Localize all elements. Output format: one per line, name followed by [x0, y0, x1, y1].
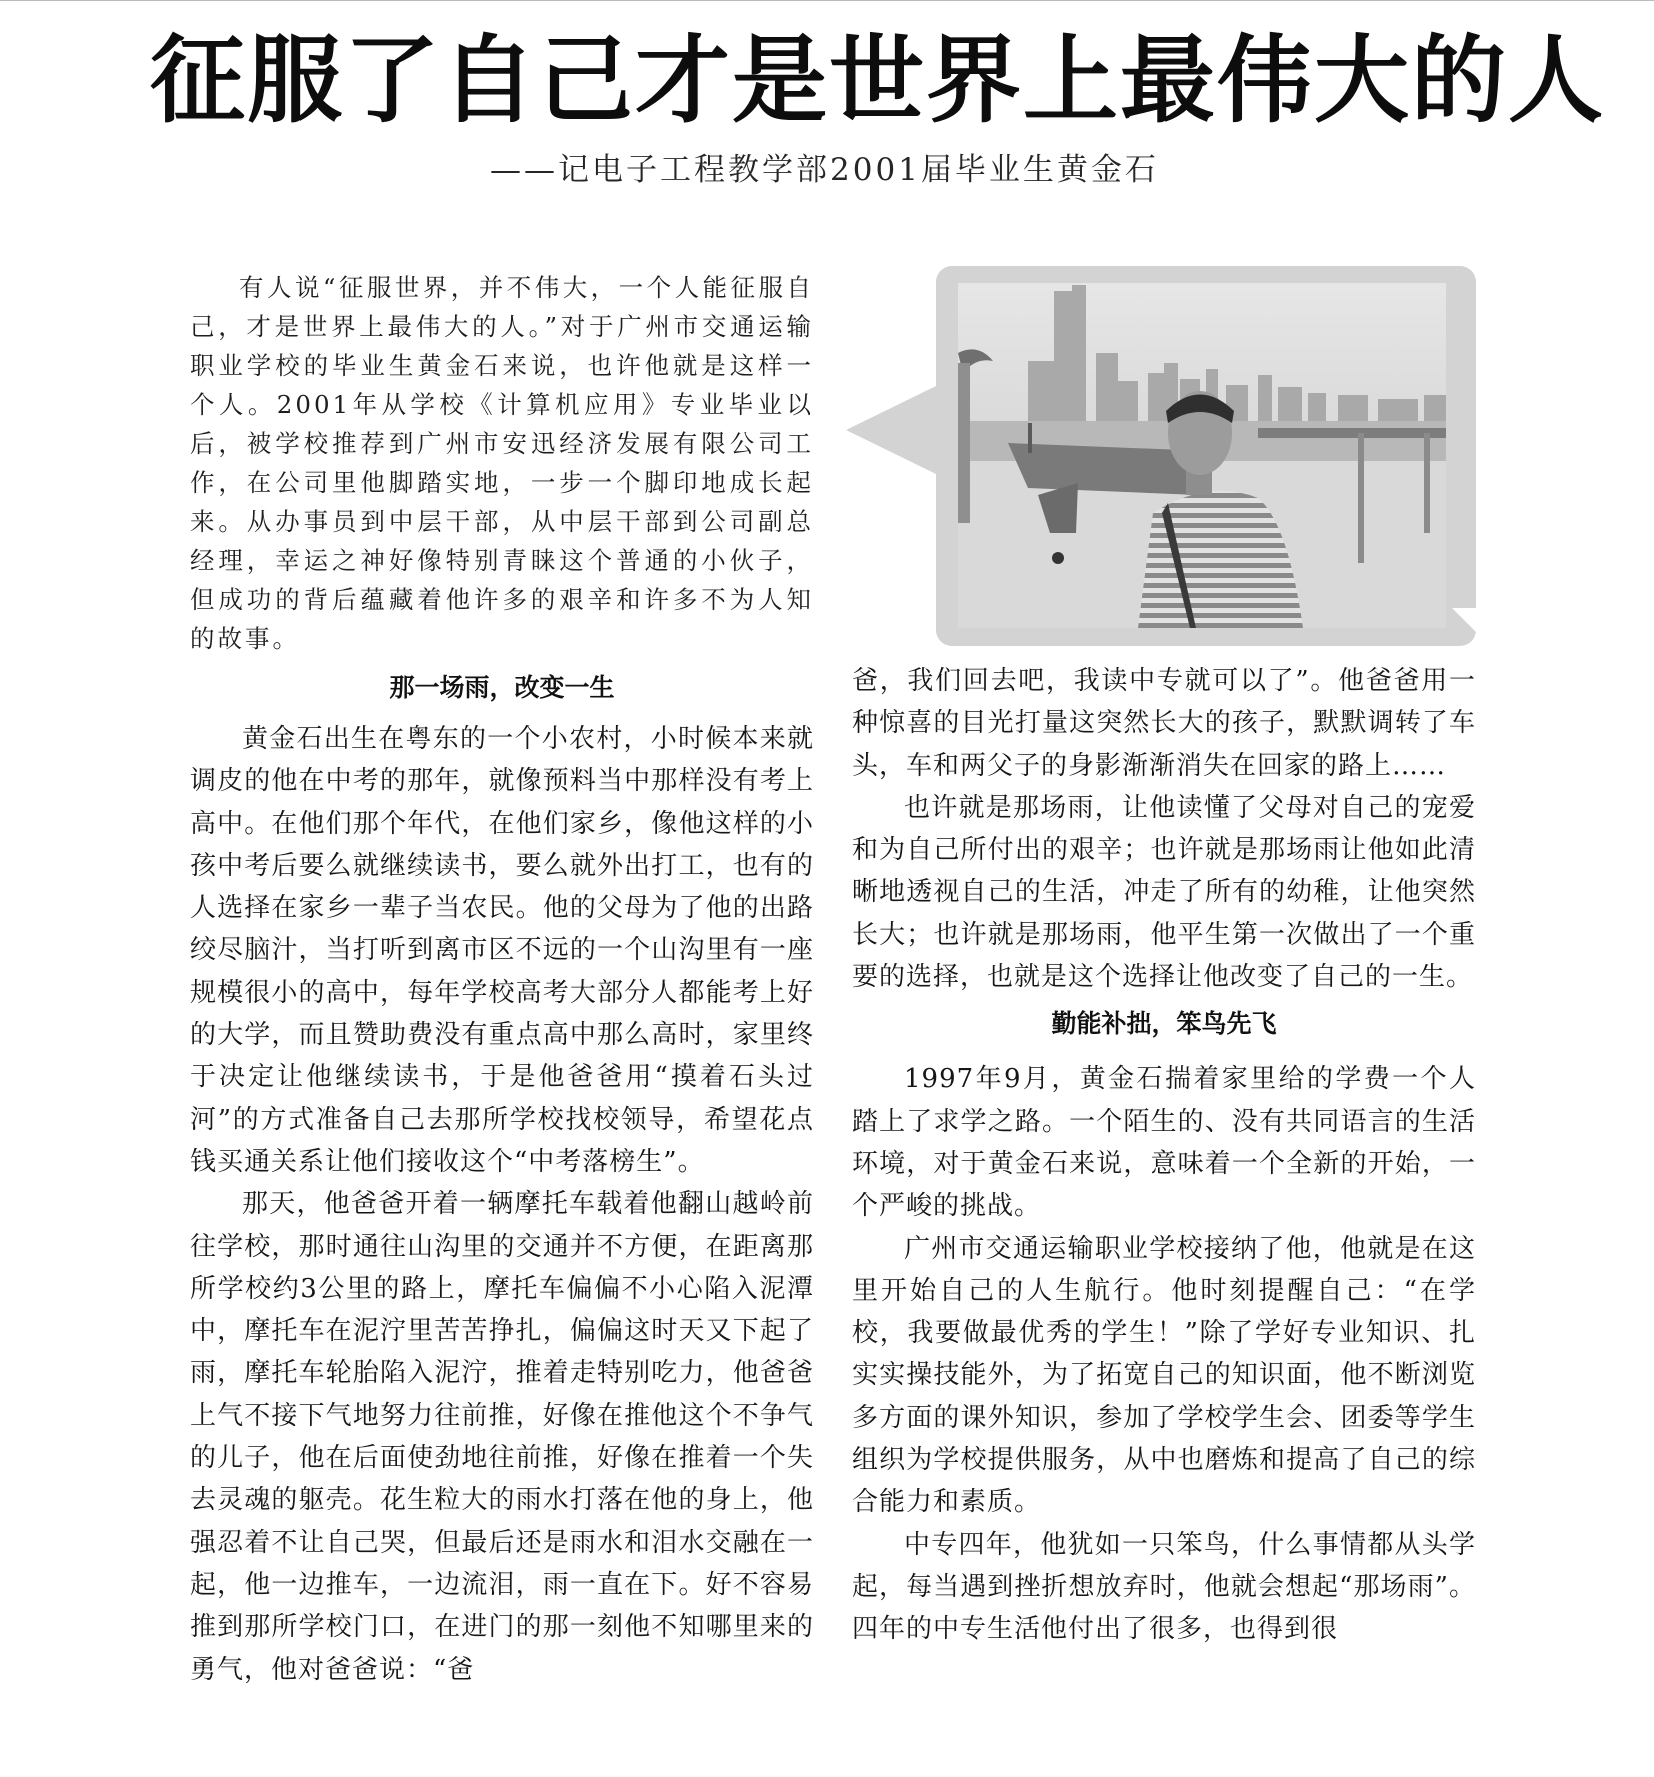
section2-paragraph-3: 中专四年，他犹如一只笨鸟，什么事情都从头学起，每当遇到挫折想放弃时，他就会想起“那场雨”。四年的中专生活他付出了很多，也得到很 [852, 1529, 1476, 1645]
article-title: 征服了自己才是世界上最伟大的人 [150, 26, 1606, 136]
section-heading-2: 勤能补拙，笨鸟先飞 [1051, 1009, 1277, 1039]
section-heading-1: 那一场雨，改变一生 [389, 673, 615, 702]
section1-paragraph-2: 那天，他爸爸开着一辆摩托车载着他翻山越岭前往学校，那时通往山沟里的交通并不方便，在距离那所学校约3公里的路上，摩托车偏偏不小心陷入泥潭中，摩托车在泥泞里苦苦挣扎，偏偏这时天又下起了雨，摩托车轮胎陷入泥泞，推着走特别吃力，他爸爸上气不接下气地努力往前推，好像在推他这个不争气的儿子，他在后面使劲地往前推，好像在推着一个失去灵魂的躯壳。花生粒大的雨水打落在他的身上，他强忍着不让自己哭，但最后还是雨水和泪水交融在一起，他一边推车，一边流泪，雨一直在下。好不容易推到那所学校门口，在进门的那一刻他不知哪里来的勇气，他对爸爸说：“爸 [190, 1189, 814, 1685]
section2-paragraph-1: 1997年9月，黄金石揣着家里给的学费一个人踏上了求学之路。一个陌生的、没有共同语言的生活环境，对于黄金石来说，意味着一个全新的开始，一个严峻的挑战。 [852, 1064, 1476, 1222]
portrait-photo [958, 283, 1446, 628]
top-rule [0, 0, 1654, 1]
section1-paragraph-3: 也许就是那场雨，让他读懂了父母对自己的宠爱和为自己所付出的艰辛；也许就是那场雨让他如此清晰地透视自己的生活，冲走了所有的幼稚，让他突然长大；也许就是那场雨，他平生第一次做出了一个重要的选择，也就是这个选择让他改变了自己的一生。 [852, 792, 1476, 993]
section1-paragraph-1: 黄金石出生在粤东的一个小农村，小时候本来就调皮的他在中考的那年，就像预料当中那样没有考上高中。在他们那个年代，在他们家乡，像他这样的小孩中考后要么就继续读书，要么就外出打工，也有的人选择在家乡一辈子当农民。他的父母为了他的出路绞尽脑汁，当打听到离市区不远的一个山沟里有一座规模很小的高中，每年学校高考大部分人都能考上好的大学，而且赞助费没有重点高中那么高时，家里终于决定让他继续读书，于是他爸爸用“摸着石头过河”的方式准备自己去那所学校找校领导，希望花点钱买通关系让他们接收这个“中考落榜生”。 [190, 724, 814, 1177]
article-subtitle: ——记电子工程教学部2001届毕业生黄金石 [490, 152, 1159, 188]
section2-paragraph-2: 广州市交通运输职业学校接纳了他，他就是在这里开始自己的人生航行。他时刻提醒自己：“在学校，我要做最优秀的学生！”除了学好专业知识、扎实实操技能外，为了拓宽自己的知识面，他不断浏览多方面的课外知识，参加了学校学生会、团委等学生组织为学校提供服务，从中也磨炼和提高了自己的综合能力和素质。 [852, 1233, 1476, 1518]
right-column [852, 660, 1476, 1651]
callout-corner [1452, 608, 1476, 632]
intro-paragraph: 有人说“征服世界，并不伟大，一个人能征服自己，才是世界上最伟大的人。”对于广州市交通运输职业学校的毕业生黄金石来说，也许他就是这样一个人。2001年从学校《计算机应用》专业毕业以后，被学校推荐到广州市安迅经济发展有限公司工作，在公司里他脚踏实地，一步一个脚印地成长起来。从办事员到中层干部，从中层干部到公司副总经理，幸运之神好像特别青睐这个普通的小伙子，但成功的背后蕴藏着他许多的艰辛和许多不为人知的故事。 [190, 273, 814, 653]
section1-paragraph-2-continued: 爸，我们回去吧，我读中专就可以了”。他爸爸用一种惊喜的目光打量这突然长大的孩子，默默调转了车头，车和两父子的身影渐渐消失在回家的路上…… [852, 666, 1476, 781]
callout-tail [846, 385, 938, 475]
left-column [190, 268, 814, 1691]
